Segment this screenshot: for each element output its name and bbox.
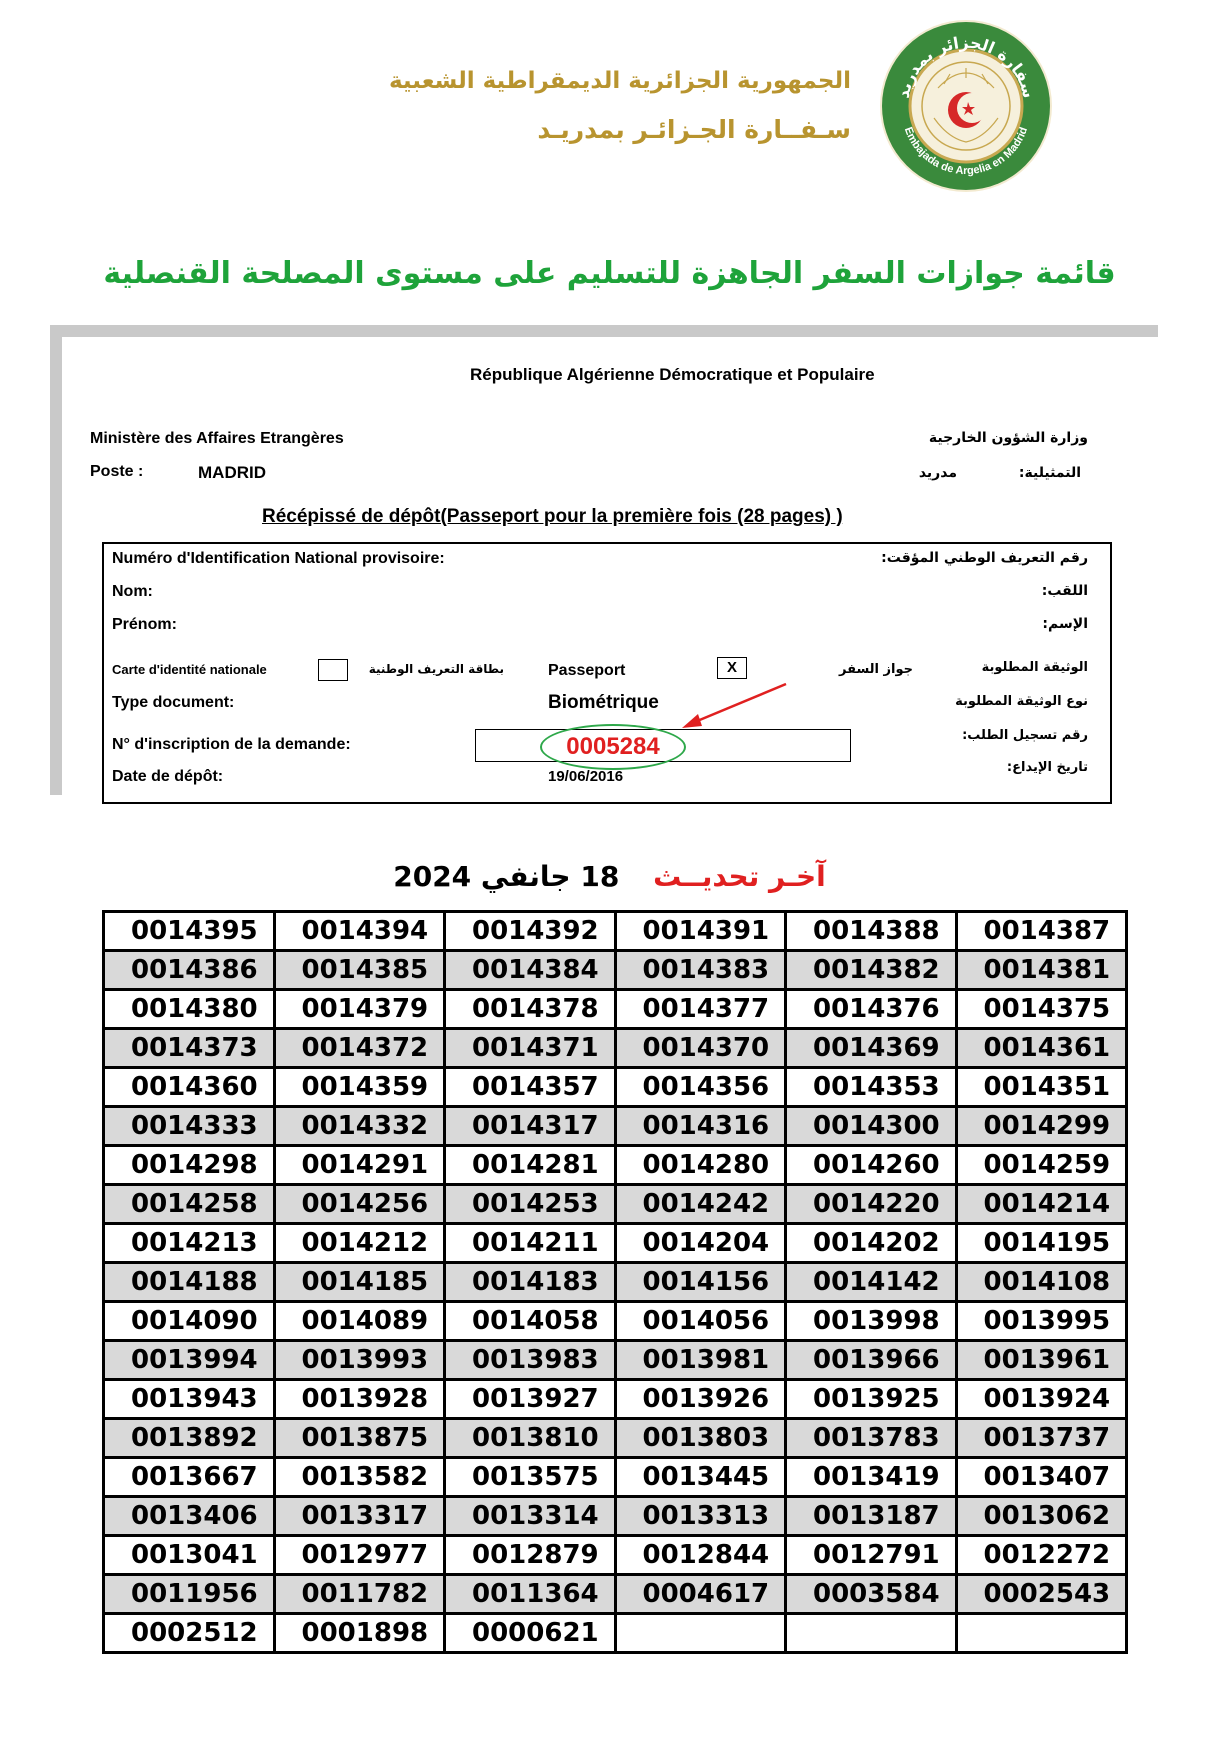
table-cell: 0014317 bbox=[445, 1107, 616, 1146]
table-cell: 0013925 bbox=[786, 1380, 957, 1419]
table-cell: 0014185 bbox=[274, 1263, 445, 1302]
table-cell: 0002543 bbox=[956, 1575, 1127, 1614]
table-cell: 0012977 bbox=[274, 1536, 445, 1575]
table-row bbox=[104, 1302, 1127, 1341]
table-cell: 0014281 bbox=[445, 1146, 616, 1185]
table-cell: 0013803 bbox=[615, 1419, 786, 1458]
table-cell: 0013983 bbox=[445, 1341, 616, 1380]
table-cell: 0013419 bbox=[786, 1458, 957, 1497]
table-row bbox=[104, 1029, 1127, 1068]
receipt-type-doc-ar: نوع الوثيقة المطلوبة bbox=[955, 694, 1088, 709]
table-cell: 0014353 bbox=[786, 1068, 957, 1107]
table-row bbox=[104, 1263, 1127, 1302]
table-cell bbox=[786, 1614, 957, 1653]
table-cell: 0014090 bbox=[104, 1302, 275, 1341]
table-cell: 0014260 bbox=[786, 1146, 957, 1185]
table-cell: 0011364 bbox=[445, 1575, 616, 1614]
table-cell bbox=[615, 1614, 786, 1653]
header-embassy-title: سـفــارة الجـزائـر بمدريـد bbox=[537, 115, 851, 144]
receipt-republic: République Algérienne Démocratique et Populaire bbox=[470, 365, 875, 384]
table-cell: 0013994 bbox=[104, 1341, 275, 1380]
receipt-frame-top bbox=[50, 325, 1158, 337]
table-cell: 0013737 bbox=[956, 1419, 1127, 1458]
receipt-date-fr: Date de dépôt: bbox=[112, 768, 224, 785]
table-cell: 0014357 bbox=[445, 1068, 616, 1107]
table-cell: 0014379 bbox=[274, 990, 445, 1029]
table-cell: 0014372 bbox=[274, 1029, 445, 1068]
table-cell: 0001898 bbox=[274, 1614, 445, 1653]
table-cell: 0014377 bbox=[615, 990, 786, 1029]
table-cell: 0014333 bbox=[104, 1107, 275, 1146]
table-cell: 0014395 bbox=[104, 912, 275, 951]
receipt-cni-ar: بطاقة التعريف الوطنية bbox=[368, 662, 504, 676]
table-cell: 0013582 bbox=[274, 1458, 445, 1497]
receipt-date-value: 19/06/2016 bbox=[548, 768, 624, 785]
table-cell: 0014381 bbox=[956, 951, 1127, 990]
table-cell: 0014360 bbox=[104, 1068, 275, 1107]
table-cell: 0013928 bbox=[274, 1380, 445, 1419]
receipt-poste-value-ar: مدريد bbox=[918, 465, 957, 481]
table-row bbox=[104, 1458, 1127, 1497]
table-cell: 0014392 bbox=[445, 912, 616, 951]
receipt-type-doc-value: Biométrique bbox=[548, 692, 659, 713]
table-cell: 0014188 bbox=[104, 1263, 275, 1302]
table-cell: 0014376 bbox=[786, 990, 957, 1029]
red-arrow-icon bbox=[680, 682, 790, 736]
table-cell: 0014220 bbox=[786, 1185, 957, 1224]
receipt-type-doc-fr: Type document: bbox=[112, 694, 235, 711]
table-row bbox=[104, 912, 1127, 951]
table-cell: 0003584 bbox=[786, 1575, 957, 1614]
table-row bbox=[104, 1419, 1127, 1458]
receipt-frame-left bbox=[50, 325, 62, 795]
table-cell: 0014371 bbox=[445, 1029, 616, 1068]
receipt-passport-checkbox: X bbox=[717, 657, 747, 679]
receipt-prenom-fr: Prénom: bbox=[112, 616, 177, 633]
receipt-doc-required-ar: الوثيقة المطلوبة bbox=[981, 660, 1088, 675]
table-cell: 0013943 bbox=[104, 1380, 275, 1419]
table-cell: 0014212 bbox=[274, 1224, 445, 1263]
table-cell: 0012844 bbox=[615, 1536, 786, 1575]
table-cell: 0004617 bbox=[615, 1575, 786, 1614]
table-row bbox=[104, 1380, 1127, 1419]
passport-number-table bbox=[102, 910, 1128, 1654]
table-cell: 0013961 bbox=[956, 1341, 1127, 1380]
table-row bbox=[104, 1185, 1127, 1224]
table-cell: 0011782 bbox=[274, 1575, 445, 1614]
receipt-prenom-ar: الإسم: bbox=[1042, 616, 1088, 632]
table-cell: 0014383 bbox=[615, 951, 786, 990]
table-cell: 0013783 bbox=[786, 1419, 957, 1458]
last-update-date: 18 جانفي 2024 bbox=[393, 860, 620, 893]
table-row bbox=[104, 1224, 1127, 1263]
table-cell: 0014370 bbox=[615, 1029, 786, 1068]
last-update-label: آخـر تحديــث bbox=[653, 860, 826, 893]
receipt-poste-label: Poste : bbox=[90, 463, 144, 480]
table-cell: 0014387 bbox=[956, 912, 1127, 951]
receipt-nin-fr: Numéro d'Identification National provisoire: bbox=[112, 550, 445, 567]
table-cell: 0014089 bbox=[274, 1302, 445, 1341]
receipt-nom-ar: اللقب: bbox=[1041, 583, 1088, 599]
table-cell: 0013981 bbox=[615, 1341, 786, 1380]
table-cell: 0014056 bbox=[615, 1302, 786, 1341]
table-cell: 0013993 bbox=[274, 1341, 445, 1380]
page-title: قائمة جوازات السفر الجاهزة للتسليم على مستوى المصلحة القنصلية bbox=[103, 256, 1116, 291]
table-cell bbox=[956, 1614, 1127, 1653]
table-cell: 0014204 bbox=[615, 1224, 786, 1263]
receipt-nom-fr: Nom: bbox=[112, 583, 153, 600]
table-cell: 0014316 bbox=[615, 1107, 786, 1146]
table-cell: 0014380 bbox=[104, 990, 275, 1029]
table-cell: 0013313 bbox=[615, 1497, 786, 1536]
table-cell: 0014183 bbox=[445, 1263, 616, 1302]
table-cell: 0014386 bbox=[104, 951, 275, 990]
receipt-nin-ar: رقم التعريف الوطني المؤقت: bbox=[881, 550, 1088, 566]
embassy-seal-logo bbox=[878, 18, 1054, 194]
table-cell: 0013407 bbox=[956, 1458, 1127, 1497]
receipt-poste-label-ar: التمثيلية: bbox=[1018, 465, 1081, 481]
table-cell: 0013062 bbox=[956, 1497, 1127, 1536]
receipt-inscription-fr: N° d'inscription de la demande: bbox=[112, 736, 351, 753]
table-row bbox=[104, 1536, 1127, 1575]
table-cell: 0014378 bbox=[445, 990, 616, 1029]
table-cell: 0013445 bbox=[615, 1458, 786, 1497]
table-cell: 0013924 bbox=[956, 1380, 1127, 1419]
table-cell: 0014361 bbox=[956, 1029, 1127, 1068]
table-cell: 0011956 bbox=[104, 1575, 275, 1614]
receipt-date-ar: تاريخ الإيداع: bbox=[1006, 760, 1088, 775]
table-cell: 0014351 bbox=[956, 1068, 1127, 1107]
receipt-cni-checkbox bbox=[318, 659, 348, 681]
table-row bbox=[104, 990, 1127, 1029]
table-row bbox=[104, 1575, 1127, 1614]
table-cell: 0013966 bbox=[786, 1341, 957, 1380]
table-cell: 0014300 bbox=[786, 1107, 957, 1146]
table-cell: 0014388 bbox=[786, 912, 957, 951]
table-cell: 0014298 bbox=[104, 1146, 275, 1185]
receipt-passport-fr: Passeport bbox=[548, 662, 626, 679]
table-cell: 0013875 bbox=[274, 1419, 445, 1458]
table-row bbox=[104, 1068, 1127, 1107]
table-cell: 0014369 bbox=[786, 1029, 957, 1068]
table-cell: 0013810 bbox=[445, 1419, 616, 1458]
table-cell: 0014332 bbox=[274, 1107, 445, 1146]
table-cell: 0013406 bbox=[104, 1497, 275, 1536]
table-cell: 0014259 bbox=[956, 1146, 1127, 1185]
table-cell: 0014253 bbox=[445, 1185, 616, 1224]
table-cell: 0014108 bbox=[956, 1263, 1127, 1302]
table-cell: 0002512 bbox=[104, 1614, 275, 1653]
table-cell: 0013995 bbox=[956, 1302, 1127, 1341]
table-cell: 0013892 bbox=[104, 1419, 275, 1458]
receipt-title: Récépissé de dépôt(Passeport pour la première fois (28 pages) ) bbox=[262, 506, 843, 527]
table-cell: 0014202 bbox=[786, 1224, 957, 1263]
table-cell: 0014195 bbox=[956, 1224, 1127, 1263]
table-cell: 0013314 bbox=[445, 1497, 616, 1536]
table-cell: 0012791 bbox=[786, 1536, 957, 1575]
table-cell: 0014214 bbox=[956, 1185, 1127, 1224]
receipt-inscription-value: 0005284 bbox=[566, 733, 660, 760]
table-cell: 0014280 bbox=[615, 1146, 786, 1185]
receipt-passport-ar: جواز السفر bbox=[839, 662, 913, 677]
table-cell: 0000621 bbox=[445, 1614, 616, 1653]
table-cell: 0012272 bbox=[956, 1536, 1127, 1575]
table-cell: 0014356 bbox=[615, 1068, 786, 1107]
table-cell: 0013667 bbox=[104, 1458, 275, 1497]
receipt-inscription-ar: رقم تسجيل الطلب: bbox=[962, 728, 1088, 743]
table-row bbox=[104, 1341, 1127, 1380]
receipt-poste-value: MADRID bbox=[198, 463, 266, 482]
table-cell: 0013317 bbox=[274, 1497, 445, 1536]
table-cell: 0013927 bbox=[445, 1380, 616, 1419]
last-update-line bbox=[0, 860, 1219, 893]
table-row bbox=[104, 1614, 1127, 1653]
receipt-ministry-ar: وزارة الشؤون الخارجية bbox=[928, 430, 1088, 446]
table-cell: 0014375 bbox=[956, 990, 1127, 1029]
table-cell: 0014385 bbox=[274, 951, 445, 990]
table-row bbox=[104, 1146, 1127, 1185]
table-cell: 0014384 bbox=[445, 951, 616, 990]
svg-text:سفارة الجزائر بمدريد: سفارة الجزائر بمدريد bbox=[893, 32, 1039, 101]
receipt-cni-fr: Carte d'identité nationale bbox=[112, 662, 267, 677]
table-cell: 0014213 bbox=[104, 1224, 275, 1263]
table-cell: 0014142 bbox=[786, 1263, 957, 1302]
table-cell: 0014359 bbox=[274, 1068, 445, 1107]
receipt-ministry-fr: Ministère des Affaires Etrangères bbox=[90, 430, 344, 447]
svg-text:Embajada de Argelia en Madrid: Embajada de Argelia en Madrid bbox=[901, 125, 1031, 178]
table-cell: 0014256 bbox=[274, 1185, 445, 1224]
table-cell: 0012879 bbox=[445, 1536, 616, 1575]
table-cell: 0013926 bbox=[615, 1380, 786, 1419]
header-republic-title: الجمهورية الجزائرية الديمقراطية الشعبية bbox=[388, 68, 851, 94]
table-cell: 0014299 bbox=[956, 1107, 1127, 1146]
table-row bbox=[104, 1107, 1127, 1146]
table-cell: 0013575 bbox=[445, 1458, 616, 1497]
table-cell: 0014156 bbox=[615, 1263, 786, 1302]
table-row bbox=[104, 1497, 1127, 1536]
table-cell: 0014058 bbox=[445, 1302, 616, 1341]
table-cell: 0014291 bbox=[274, 1146, 445, 1185]
table-cell: 0014258 bbox=[104, 1185, 275, 1224]
table-cell: 0014394 bbox=[274, 912, 445, 951]
table-cell: 0013187 bbox=[786, 1497, 957, 1536]
table-cell: 0013041 bbox=[104, 1536, 275, 1575]
table-cell: 0013998 bbox=[786, 1302, 957, 1341]
table-cell: 0014391 bbox=[615, 912, 786, 951]
table-row bbox=[104, 951, 1127, 990]
table-cell: 0014373 bbox=[104, 1029, 275, 1068]
table-cell: 0014242 bbox=[615, 1185, 786, 1224]
table-cell: 0014382 bbox=[786, 951, 957, 990]
table-cell: 0014211 bbox=[445, 1224, 616, 1263]
